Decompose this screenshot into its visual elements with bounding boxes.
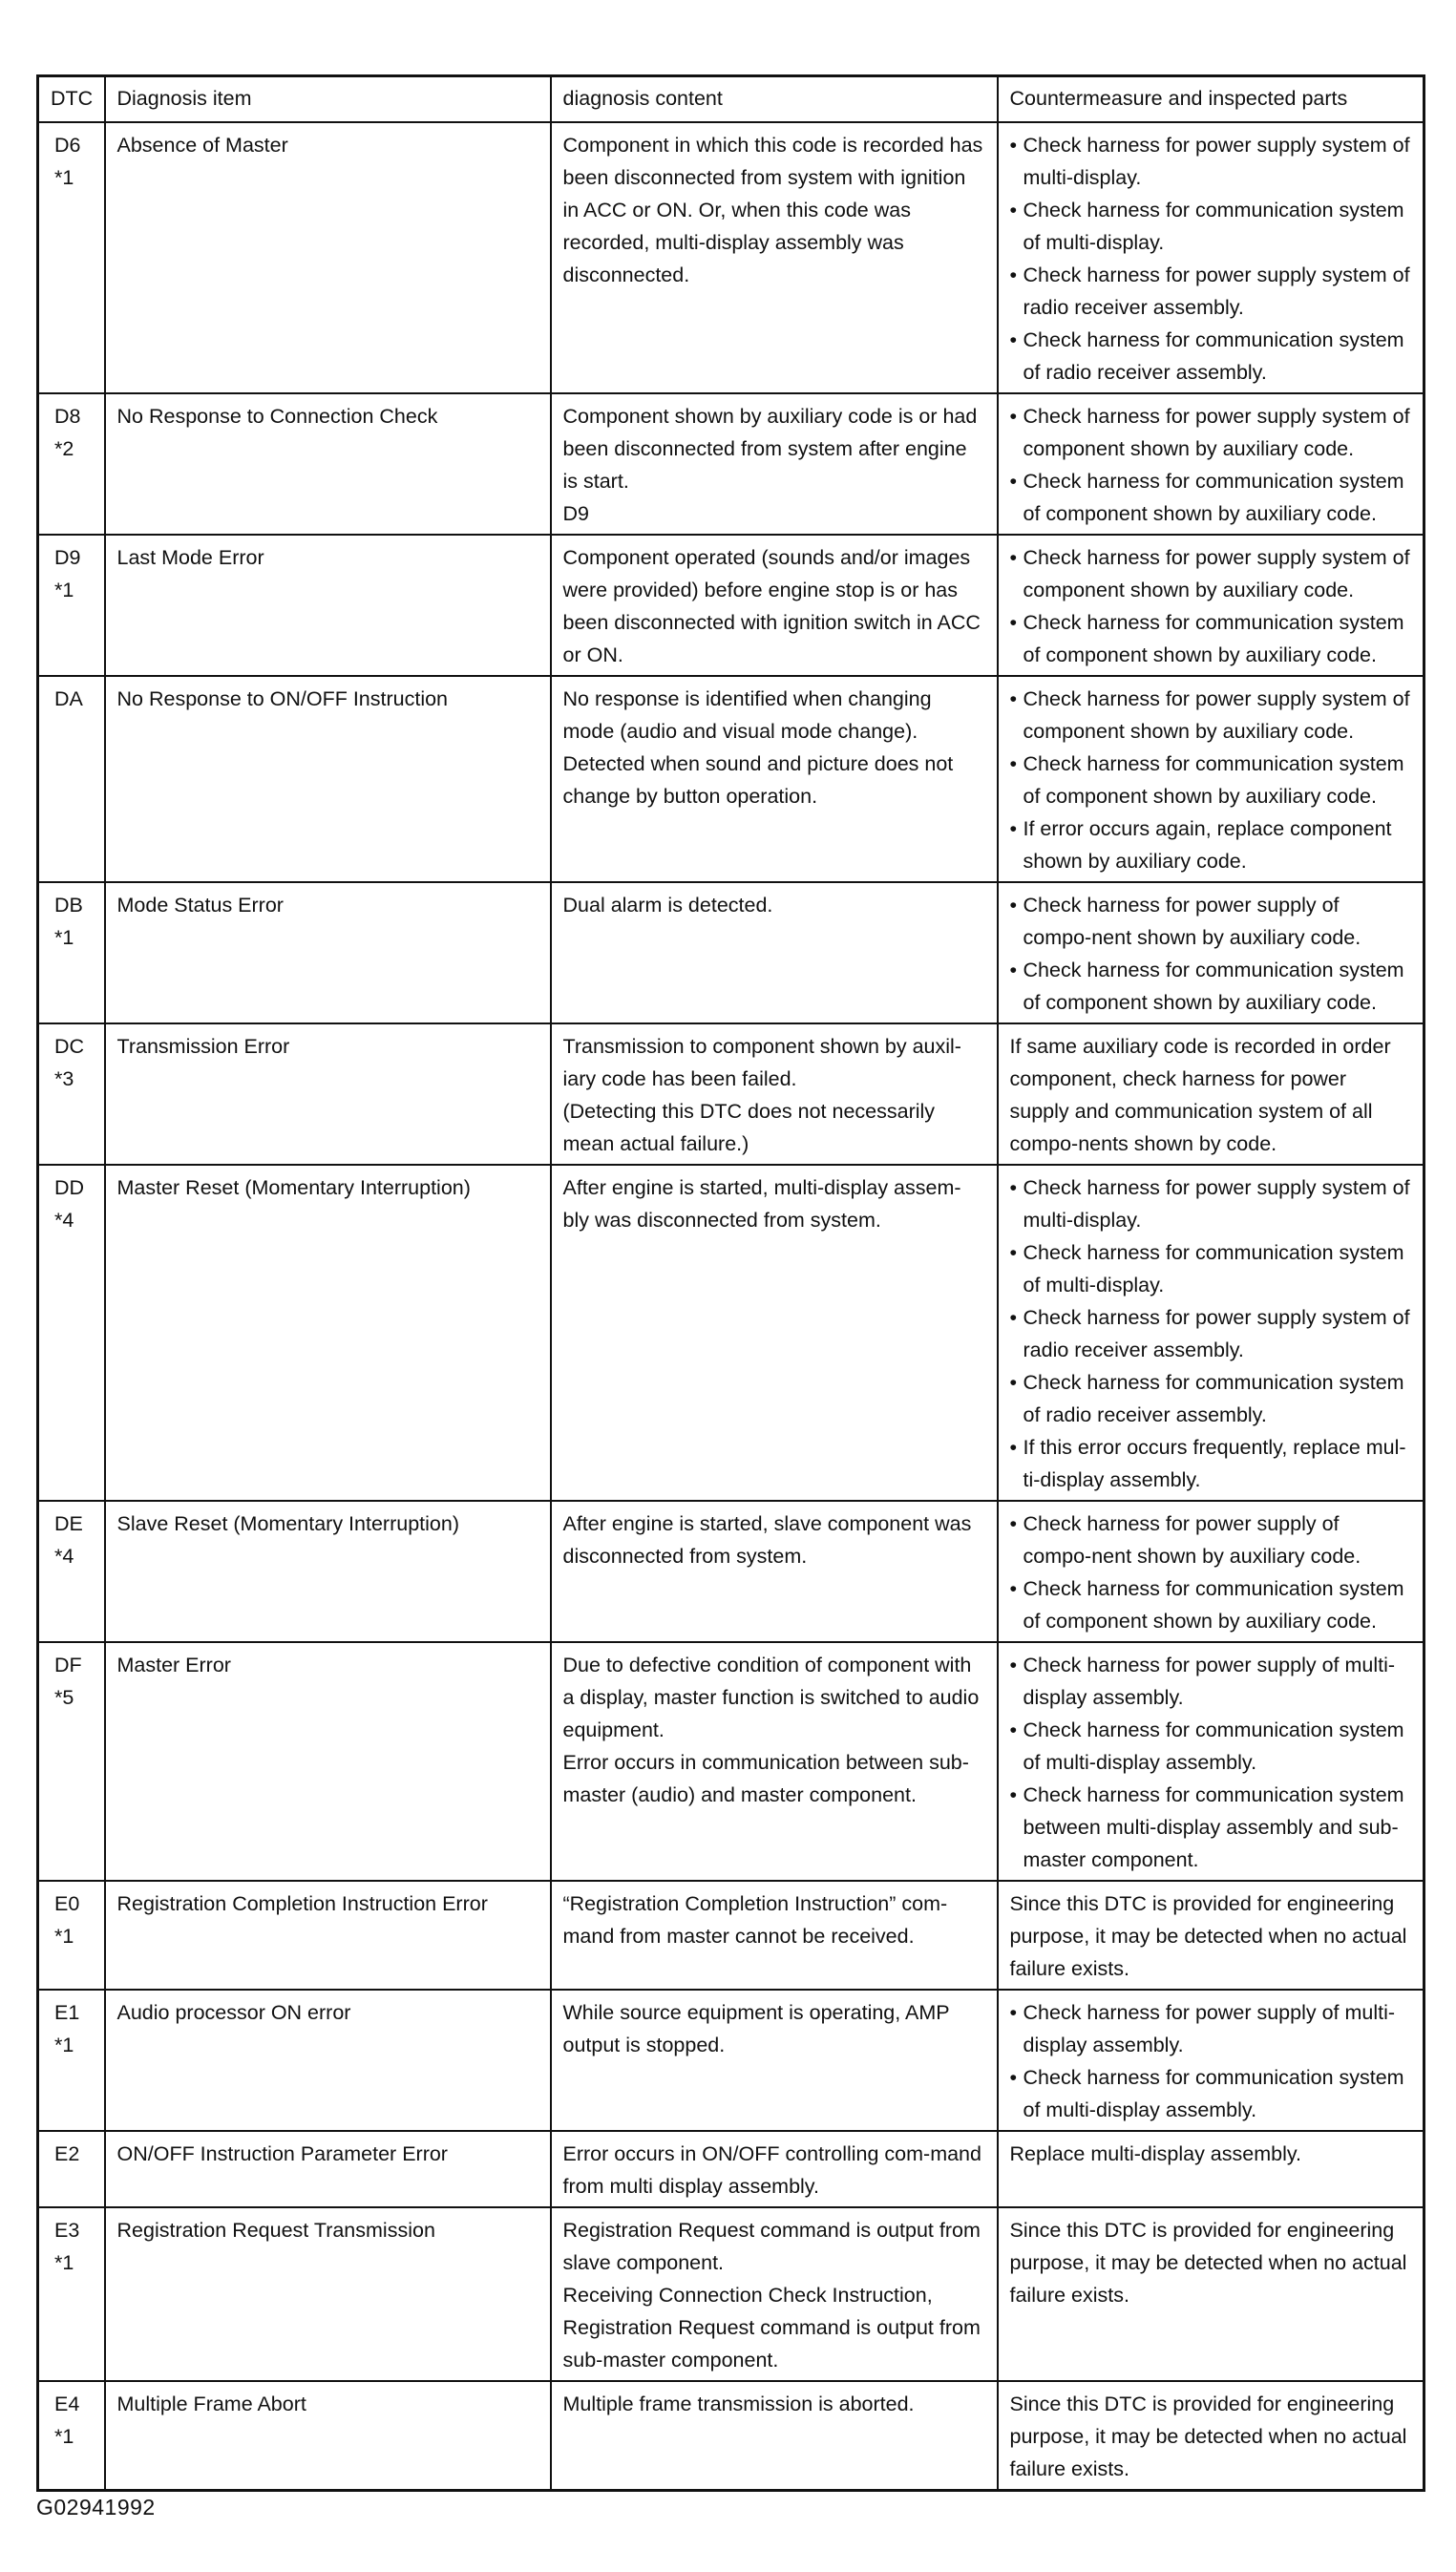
countermeasure-item: • Check harness for power supply of multi-display assembly. [1010, 1649, 1412, 1714]
diagnosis-item: Master Error [105, 1642, 551, 1881]
countermeasure-item: • Check harness for communication system of multi-display. [1010, 1236, 1412, 1301]
header-countermeasure: Countermeasure and inspected parts [998, 76, 1424, 123]
countermeasure-list [1010, 889, 1412, 1019]
table-row [38, 882, 1424, 1023]
countermeasure [998, 2207, 1424, 2381]
table-row [38, 1642, 1424, 1881]
diagnosis-content [551, 1990, 998, 2131]
countermeasure-text: If same auxiliary code is recorded in order component, check harness for power supply and communication system of all compo-nents shown by code. [1009, 1035, 1391, 1155]
countermeasure-item: • Check harness for power supply of compo-nent shown by auxiliary code. [1010, 889, 1412, 954]
diagnosis-content [551, 882, 998, 1023]
content-line: “Registration Completion Instruction” com-mand from master cannot be received. [562, 1892, 948, 1948]
table-row [38, 122, 1424, 393]
dtc-code: E4 [54, 2393, 80, 2415]
content-line: Component in which this code is recorded has been disconnected from system with ignition in ACC or ON. Or, when this code was recorded, multi-display assembly was disconnected. [562, 134, 983, 286]
dtc-code: E1 [54, 2001, 80, 2024]
diagnosis-item: Slave Reset (Momentary Interruption) [105, 1501, 551, 1642]
table-row [38, 1165, 1424, 1501]
countermeasure [998, 1023, 1424, 1165]
table-body [38, 122, 1424, 2491]
countermeasure-item: • Check harness for power supply system of multi-display. [1010, 129, 1412, 194]
diagnosis-item: Registration Completion Instruction Error [105, 1881, 551, 1990]
content-line: While source equipment is operating, AMP output is stopped. [562, 2001, 950, 2056]
dtc-cell [38, 1023, 105, 1165]
content-line: Receiving Connection Check Instruction, Registration Request command is output from sub-master component. [562, 2284, 981, 2372]
diagnosis-content [551, 1881, 998, 1990]
diagnosis-content [551, 393, 998, 535]
dtc-note: *1 [54, 926, 74, 949]
countermeasure [998, 122, 1424, 393]
countermeasure [998, 2381, 1424, 2491]
diagnosis-content [551, 1642, 998, 1881]
diagnosis-content [551, 2381, 998, 2491]
header-row [38, 76, 1424, 123]
dtc-note: *1 [54, 2034, 74, 2056]
dtc-cell [38, 1501, 105, 1642]
countermeasure-list [1010, 683, 1412, 877]
countermeasure [998, 393, 1424, 535]
dtc-code: D9 [54, 546, 81, 569]
diagnosis-item: ON/OFF Instruction Parameter Error [105, 2131, 551, 2207]
content-line: Multiple frame transmission is aborted. [562, 2393, 915, 2415]
dtc-cell [38, 1165, 105, 1501]
dtc-cell [38, 2381, 105, 2491]
dtc-code: D6 [54, 134, 81, 157]
content-line: Component operated (sounds and/or images were provided) before engine stop is or has been disconnected with ignition switch in ACC or ON. [562, 546, 981, 666]
dtc-note: *5 [54, 1686, 74, 1709]
dtc-note: *1 [54, 2251, 74, 2274]
dtc-code: DE [54, 1512, 83, 1535]
dtc-note: *2 [54, 437, 74, 460]
content-line: (Detecting this DTC does not necessarily mean actual failure.) [562, 1100, 936, 1155]
table-row [38, 1881, 1424, 1990]
dtc-cell [38, 1642, 105, 1881]
diagnosis-item: No Response to Connection Check [105, 393, 551, 535]
countermeasure [998, 1881, 1424, 1990]
countermeasure [998, 676, 1424, 882]
countermeasure-item: • If this error occurs frequently, replace mul-ti-display assembly. [1010, 1431, 1412, 1496]
table-header [38, 76, 1424, 123]
countermeasure-item: • Check harness for communication system of multi-display assembly. [1010, 1714, 1412, 1779]
content-line: Registration Request command is output from slave component. [562, 2219, 981, 2274]
dtc-cell [38, 882, 105, 1023]
table-row [38, 2207, 1424, 2381]
countermeasure-item: • Check harness for communication system of multi-display assembly. [1010, 2061, 1412, 2126]
header-dtc: DTC [38, 76, 105, 123]
diagnosis-item: Master Reset (Momentary Interruption) [105, 1165, 551, 1501]
dtc-note: *3 [54, 1067, 74, 1090]
dtc-cell [38, 535, 105, 676]
dtc-cell [38, 1881, 105, 1990]
dtc-cell [38, 2207, 105, 2381]
content-line: Detected when sound and picture does not change by button operation. [562, 752, 954, 808]
dtc-code: E2 [54, 2142, 80, 2165]
countermeasure-item: • Check harness for communication system of component shown by auxiliary code. [1010, 954, 1412, 1019]
content-line: Error occurs in communication between sub-master (audio) and master component. [562, 1751, 969, 1806]
countermeasure-list [1010, 400, 1412, 530]
table-row [38, 2131, 1424, 2207]
dtc-note: *4 [54, 1545, 74, 1568]
countermeasure-item: • Check harness for power supply of compo-nent shown by auxiliary code. [1010, 1507, 1412, 1572]
countermeasure-item: • Check harness for communication system between multi-display assembly and sub-master component. [1010, 1779, 1412, 1876]
countermeasure-item: • Check harness for communication system of component shown by auxiliary code. [1010, 1572, 1412, 1637]
dtc-code: DD [54, 1176, 85, 1199]
countermeasure-item: • Check harness for communication system of multi-display. [1010, 194, 1412, 259]
countermeasure-item: • Check harness for communication system of radio receiver assembly. [1010, 324, 1412, 389]
countermeasure-item: • Check harness for communication system of component shown by auxiliary code. [1010, 748, 1412, 812]
countermeasure [998, 1501, 1424, 1642]
countermeasure-item: • Check harness for communication system of component shown by auxiliary code. [1010, 606, 1412, 671]
content-line: After engine is started, multi-display assem-bly was disconnected from system. [562, 1176, 961, 1232]
diagnosis-item: Transmission Error [105, 1023, 551, 1165]
countermeasure-item: • Check harness for communication system of radio receiver assembly. [1010, 1366, 1412, 1431]
diagnosis-content [551, 1501, 998, 1642]
content-line: No response is identified when changing mode (audio and visual mode change). [562, 687, 932, 743]
content-line: Due to defective condition of component with a display, master function is switched to audio equipment. [562, 1654, 980, 1741]
dtc-table [36, 74, 1425, 2492]
dtc-note: *1 [54, 1925, 74, 1948]
countermeasure-item: • Check harness for power supply of multi-display assembly. [1010, 1996, 1412, 2061]
dtc-code: DA [54, 687, 83, 710]
countermeasure-item: • Check harness for power supply system of radio receiver assembly. [1010, 259, 1412, 324]
dtc-code: DF [54, 1654, 82, 1676]
table-row [38, 1501, 1424, 1642]
diagnosis-content [551, 1165, 998, 1501]
dtc-code: D8 [54, 405, 81, 428]
countermeasure-list [1010, 129, 1412, 389]
countermeasure-item: • Check harness for power supply system of multi-display. [1010, 1171, 1412, 1236]
countermeasure [998, 2131, 1424, 2207]
diagnosis-content [551, 676, 998, 882]
content-line: Component shown by auxiliary code is or had been disconnected from system after engine is start. [562, 405, 978, 493]
countermeasure-item: • Check harness for power supply system of radio receiver assembly. [1010, 1301, 1412, 1366]
countermeasure-text: Since this DTC is provided for engineering purpose, it may be detected when no actual failure exists. [1009, 1892, 1407, 1980]
dtc-note: *4 [54, 1209, 74, 1232]
table-row [38, 1990, 1424, 2131]
dtc-note: *1 [54, 166, 74, 189]
countermeasure [998, 882, 1424, 1023]
header-diagnosis-item: Diagnosis item [105, 76, 551, 123]
countermeasure [998, 535, 1424, 676]
diagnosis-content [551, 122, 998, 393]
dtc-cell [38, 122, 105, 393]
diagnosis-item: Registration Request Transmission [105, 2207, 551, 2381]
countermeasure-list [1010, 1649, 1412, 1876]
dtc-code: DC [54, 1035, 85, 1058]
countermeasure-item: • Check harness for power supply system of component shown by auxiliary code. [1010, 541, 1412, 606]
countermeasure-item: • If error occurs again, replace component shown by auxiliary code. [1010, 812, 1412, 877]
countermeasure-list [1010, 1996, 1412, 2126]
header-diagnosis-content: diagnosis content [551, 76, 998, 123]
dtc-cell [38, 1990, 105, 2131]
content-line: Dual alarm is detected. [562, 894, 773, 917]
diagnosis-item: Audio processor ON error [105, 1990, 551, 2131]
content-line: After engine is started, slave component was disconnected from system. [562, 1512, 972, 1568]
content-line: Transmission to component shown by auxil-iary code has been failed. [562, 1035, 961, 1090]
diagnosis-content [551, 535, 998, 676]
dtc-note: *1 [54, 579, 74, 601]
dtc-note: *1 [54, 2425, 74, 2448]
diagnosis-content [551, 2131, 998, 2207]
countermeasure-item: • Check harness for power supply system of component shown by auxiliary code. [1010, 683, 1412, 748]
countermeasure-list [1010, 1171, 1412, 1496]
content-line: Error occurs in ON/OFF controlling com-mand from multi display assembly. [562, 2142, 981, 2198]
figure-id: G02941992 [36, 2495, 156, 2519]
table-row [38, 676, 1424, 882]
countermeasure-list [1010, 541, 1412, 671]
table-row [38, 1023, 1424, 1165]
dtc-code: E3 [54, 2219, 80, 2242]
countermeasure-text: Since this DTC is provided for engineering purpose, it may be detected when no actual failure exists. [1009, 2393, 1407, 2480]
dtc-cell [38, 676, 105, 882]
countermeasure-item: • Check harness for power supply system of component shown by auxiliary code. [1010, 400, 1412, 465]
countermeasure-text: Since this DTC is provided for engineering purpose, it may be detected when no actual failure exists. [1009, 2219, 1407, 2307]
content-line: D9 [562, 502, 589, 525]
diagnosis-content [551, 2207, 998, 2381]
countermeasure [998, 1990, 1424, 2131]
countermeasure-text: Replace multi-display assembly. [1009, 2142, 1301, 2165]
table-row [38, 535, 1424, 676]
dtc-code: E0 [54, 1892, 80, 1915]
diagnosis-content [551, 1023, 998, 1165]
dtc-cell [38, 393, 105, 535]
countermeasure [998, 1165, 1424, 1501]
diagnosis-item: Last Mode Error [105, 535, 551, 676]
countermeasure [998, 1642, 1424, 1881]
diagnosis-item: Mode Status Error [105, 882, 551, 1023]
diagnosis-item: Absence of Master [105, 122, 551, 393]
countermeasure-item: • Check harness for communication system of component shown by auxiliary code. [1010, 465, 1412, 530]
countermeasure-list [1010, 1507, 1412, 1637]
diagnosis-item: No Response to ON/OFF Instruction [105, 676, 551, 882]
dtc-code: DB [54, 894, 83, 917]
dtc-cell [38, 2131, 105, 2207]
table-row [38, 2381, 1424, 2491]
diagnosis-item: Multiple Frame Abort [105, 2381, 551, 2491]
table-row [38, 393, 1424, 535]
